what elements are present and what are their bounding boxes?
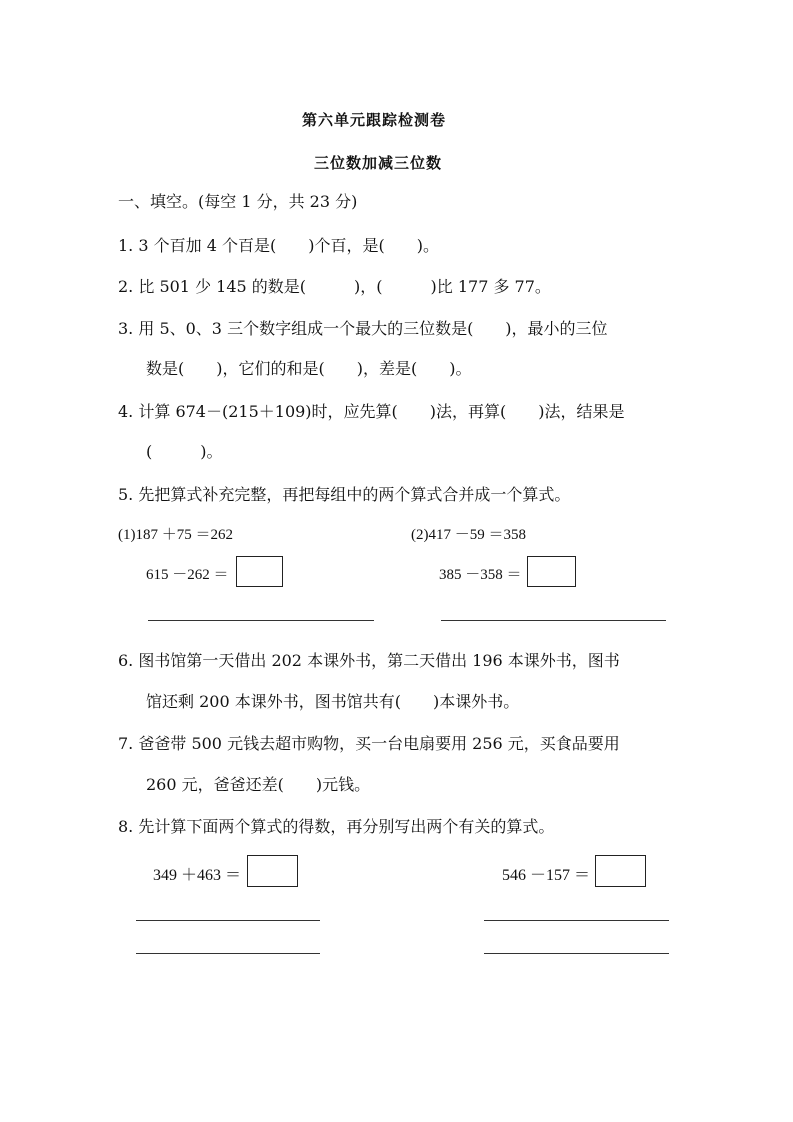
question-8: 8. 先计算下面两个算式的得数，再分别写出两个有关的算式。 — [118, 817, 555, 836]
question-6-line-2: 馆还剩 200 本课外书，图书馆共有( )本课外书。 — [146, 692, 520, 711]
q8-right-answer-line-2[interactable] — [484, 953, 669, 954]
page-title: 第六单元跟踪检测卷 — [302, 111, 447, 129]
q8-left-equation: 349 ＋463 ＝ — [153, 867, 242, 884]
q5-group-2-fill: 385 －358 ＝ — [439, 567, 522, 583]
q5-group-1-answer-line[interactable] — [148, 620, 374, 621]
q5-group-1-answer-box[interactable] — [236, 556, 283, 587]
q5-group-1-given: (1)187 ＋75 ＝262 — [118, 527, 233, 543]
question-4-line-1: 4. 计算 674－(215＋109)时，应先算( )法，再算( )法，结果是 — [118, 402, 625, 421]
q8-right-answer-box[interactable] — [595, 855, 646, 887]
q8-left-answer-line-2[interactable] — [136, 953, 320, 954]
question-3-line-2: 数是( )，它们的和是( )，差是( )。 — [146, 359, 472, 378]
question-5: 5. 先把算式补充完整，再把每组中的两个算式合并成一个算式。 — [118, 485, 571, 504]
section-heading: 一、填空。(每空 1 分，共 23 分) — [118, 192, 358, 211]
question-1: 1. 3 个百加 4 个百是( )个百，是( )。 — [118, 236, 439, 255]
q8-right-equation: 546 －157 ＝ — [502, 867, 591, 884]
question-3-line-1: 3. 用 5、0、3 三个数字组成一个最大的三位数是( )，最小的三位 — [118, 319, 608, 338]
q5-group-1-fill: 615 －262 ＝ — [146, 567, 229, 583]
q8-left-answer-line-1[interactable] — [136, 920, 320, 921]
page-subtitle: 三位数加减三位数 — [314, 154, 443, 172]
question-6-line-1: 6. 图书馆第一天借出 202 本课外书，第二天借出 196 本课外书，图书 — [118, 651, 620, 670]
question-7-line-1: 7. 爸爸带 500 元钱去超市购物，买一台电扇要用 256 元，买食品要用 — [118, 734, 620, 753]
q5-group-2-given: (2)417 －59 ＝358 — [411, 527, 526, 543]
q5-group-2-answer-box[interactable] — [527, 556, 576, 587]
q8-right-answer-line-1[interactable] — [484, 920, 669, 921]
question-7-line-2: 260 元，爸爸还差( )元钱。 — [146, 775, 371, 794]
question-2: 2. 比 501 少 145 的数是( )，( )比 177 多 77。 — [118, 277, 551, 296]
question-4-line-2: ( )。 — [146, 442, 223, 461]
q8-left-answer-box[interactable] — [247, 855, 298, 887]
q5-group-2-answer-line[interactable] — [441, 620, 666, 621]
